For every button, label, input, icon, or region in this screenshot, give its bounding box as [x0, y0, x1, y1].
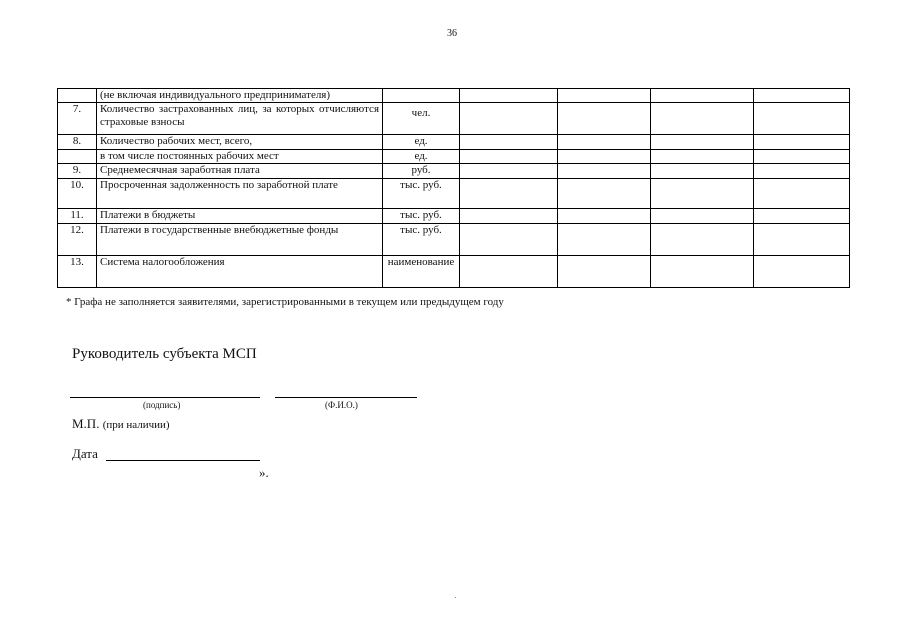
row-unit: наименование: [383, 256, 460, 288]
value-cell: [651, 135, 754, 150]
value-cell: [754, 224, 850, 256]
row-number: [58, 150, 97, 164]
table-row: [58, 224, 850, 256]
value-cell: [460, 256, 558, 288]
stamp-note: (при наличии): [102, 419, 170, 431]
value-cell: [651, 89, 754, 103]
value-cell: [460, 164, 558, 179]
page-number: 36: [447, 28, 457, 39]
value-cell: [558, 150, 651, 164]
value-cell: [558, 103, 651, 135]
row-unit: ед.: [383, 150, 460, 164]
value-cell: [651, 164, 754, 179]
signatory-title: Руководитель субъекта МСП: [72, 346, 257, 362]
table-footnote: * Графа не заполняется заявителями, зарегистрированными в текущем или предыдущем году: [66, 296, 504, 308]
row-name: Количество рабочих мест, всего,: [97, 135, 383, 150]
table-row: [58, 256, 850, 288]
stamp-area: [72, 416, 170, 432]
value-cell: [754, 150, 850, 164]
row-unit: тыс. руб.: [383, 179, 460, 209]
row-name: в том числе постоянных рабочих мест: [97, 150, 383, 164]
row-number: 13.: [58, 256, 97, 288]
date-line: [106, 460, 260, 461]
table-row: [58, 103, 850, 135]
indicators-table: [57, 88, 850, 288]
value-cell: [558, 224, 651, 256]
value-cell: [460, 224, 558, 256]
value-cell: [558, 135, 651, 150]
table-row: [58, 89, 850, 103]
row-name: (не включая индивидуального предпринимателя): [97, 89, 383, 103]
row-name: Платежи в государственные внебюджетные фонды: [97, 224, 383, 256]
table-row: [58, 179, 850, 209]
value-cell: [754, 135, 850, 150]
value-cell: [651, 224, 754, 256]
full-name-line: [275, 397, 417, 398]
value-cell: [460, 179, 558, 209]
value-cell: [651, 209, 754, 224]
row-name: Система налогообложения: [97, 256, 383, 288]
row-name: Платежи в бюджеты: [97, 209, 383, 224]
row-unit: тыс. руб.: [383, 224, 460, 256]
signature-line: [70, 397, 260, 398]
row-unit: [383, 103, 460, 135]
date-label: Дата: [72, 446, 98, 461]
value-cell: [754, 256, 850, 288]
value-cell: [754, 103, 850, 135]
row-name: Просроченная задолженность по заработной плате: [97, 179, 383, 209]
row-number: 12.: [58, 224, 97, 256]
row-number: 7.: [58, 103, 97, 135]
value-cell: [754, 209, 850, 224]
row-name: Среднемесячная заработная плата: [97, 164, 383, 179]
value-cell: [558, 256, 651, 288]
value-cell: [460, 89, 558, 103]
table-row: [58, 209, 850, 224]
date-closing-quote: ».: [259, 465, 269, 480]
value-cell: [558, 209, 651, 224]
row-unit: [383, 89, 460, 103]
row-unit-text: чел.: [411, 107, 431, 119]
stamp-label: М.П.: [72, 416, 100, 431]
signature-caption: (подпись): [143, 400, 181, 410]
row-name: Количество застрахованных лиц, за которых отчисляются страховые взносы: [97, 103, 383, 135]
table-row: [58, 164, 850, 179]
value-cell: [754, 89, 850, 103]
row-unit: ед.: [383, 135, 460, 150]
value-cell: [558, 89, 651, 103]
value-cell: [651, 103, 754, 135]
row-unit: тыс. руб.: [383, 209, 460, 224]
value-cell: [460, 150, 558, 164]
value-cell: [460, 103, 558, 135]
row-number: 10.: [58, 179, 97, 209]
row-number: 11.: [58, 209, 97, 224]
row-number: 8.: [58, 135, 97, 150]
row-unit: руб.: [383, 164, 460, 179]
value-cell: [651, 150, 754, 164]
value-cell: [651, 256, 754, 288]
full-name-caption: (Ф.И.О.): [325, 400, 358, 410]
table-row: [58, 150, 850, 164]
scan-speck: [455, 597, 456, 598]
table-row: [58, 135, 850, 150]
row-number: 9.: [58, 164, 97, 179]
value-cell: [558, 179, 651, 209]
value-cell: [460, 209, 558, 224]
value-cell: [651, 179, 754, 209]
value-cell: [558, 164, 651, 179]
value-cell: [754, 179, 850, 209]
value-cell: [754, 164, 850, 179]
value-cell: [460, 135, 558, 150]
row-number: [58, 89, 97, 103]
